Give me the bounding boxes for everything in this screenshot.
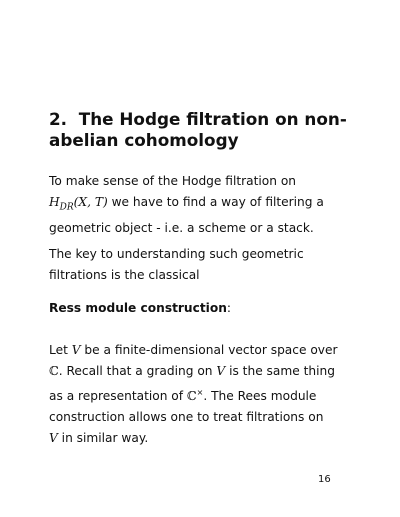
math-times-superscript: × [196, 388, 204, 397]
ress-module-heading: Ress module construction [49, 301, 227, 315]
section-title-line1: The Hodge filtration on non- [78, 109, 347, 129]
math-V: V [216, 364, 226, 378]
section-title-line2: abelian cohomology [49, 130, 239, 150]
para1-line3: geometric object - i.e. a scheme or a stack. [49, 221, 314, 236]
math-C-star: ℂ [186, 389, 197, 404]
para1-line2-rest: we have to find a way of filtering a [107, 195, 324, 209]
math-H: H [49, 195, 60, 209]
math-subscript-DR: DR [59, 202, 74, 213]
para4-t2: be a finite-dimensional vector space over [80, 343, 338, 357]
para1-line1: To make sense of the Hodge filtration on [49, 174, 297, 188]
ress-colon: : [226, 301, 231, 315]
page-number: 16 [318, 474, 331, 485]
math-V: V [49, 431, 58, 446]
para4-t5: as a representation of [49, 389, 187, 404]
section-number: 2. [49, 109, 68, 129]
paragraph-ress-construction [49, 298, 355, 319]
paragraph-hodge-filtration [49, 171, 355, 239]
math-C: ℂ [49, 364, 59, 378]
para2-line2: filtrations is the classical [49, 268, 200, 282]
para4-t3: . Recall that a grading on [58, 364, 217, 378]
para4-t1: Let [49, 343, 72, 357]
para4-t8: in similar way. [57, 431, 149, 446]
para2-line1: The key to understanding such geometric [49, 247, 304, 261]
paragraph-key-understanding [49, 244, 355, 286]
math-args-XT: (X, T) [73, 195, 108, 209]
para4-t4: is the same thing [225, 364, 335, 378]
para4-t7: construction allows one to treat filtrations on [49, 410, 324, 425]
paragraph-grading [49, 340, 355, 449]
math-V: V [71, 343, 81, 357]
para4-t6: . The Rees module [203, 389, 317, 404]
section-title [49, 109, 359, 151]
